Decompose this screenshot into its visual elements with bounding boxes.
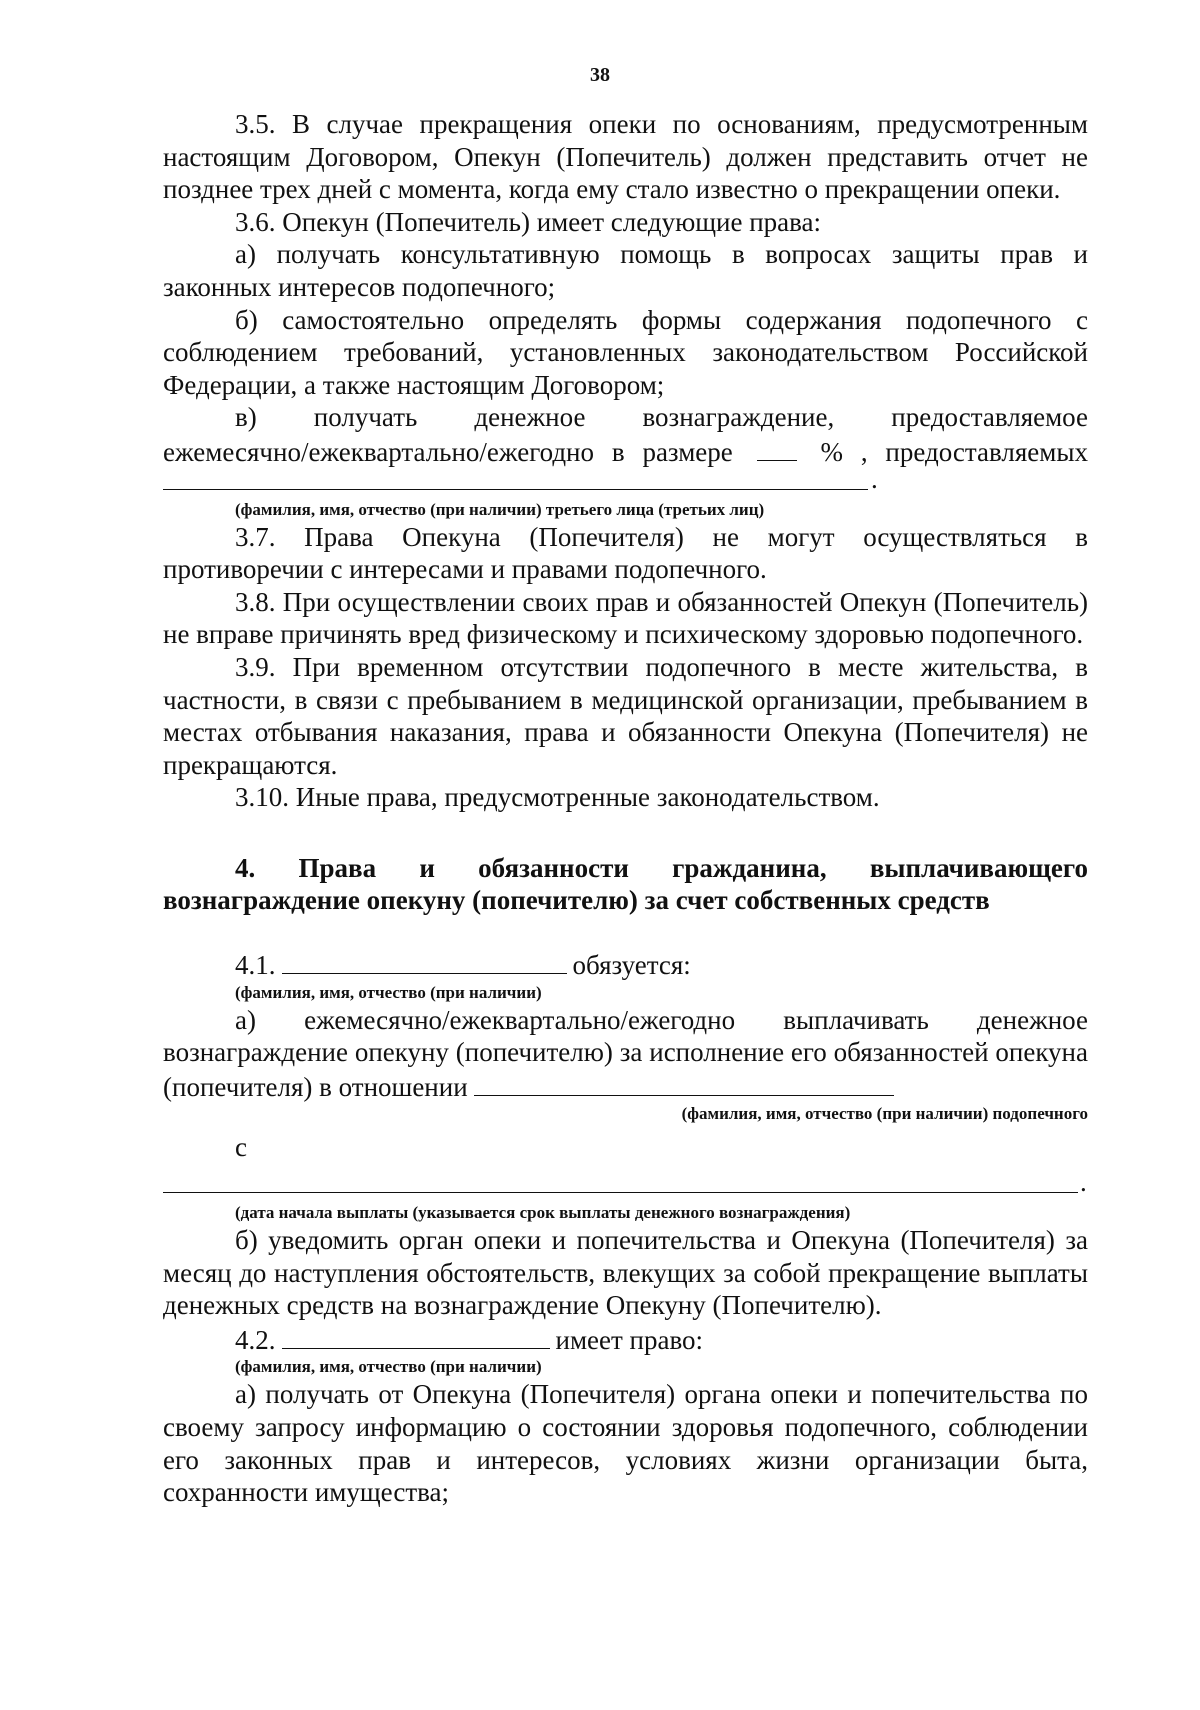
- clause-4-2-a: а) получать от Опекуна (Попечителя) органа опеки и попечительства по своему запросу информацию о состоянии здоровья подопечного, соблюдении его законных прав и интересов, условиях жизни организации быта, сохранности имущества;: [163, 1379, 1088, 1508]
- clause-4-1-tail: обязуется:: [572, 950, 691, 981]
- clause-4-1-a: [163, 1004, 1088, 1104]
- clause-4-1-a-text: а) ежемесячно/ежеквартально/ежегодно выплачивать денежное вознаграждение опекуну (попечителю) за исполнение его обязанностей опекуна (попечителя) в отношении: [163, 1004, 1088, 1102]
- document-body: [163, 108, 1088, 1509]
- caption-fio-1: (фамилия, имя, отчество (при наличии): [235, 982, 542, 1002]
- section-4-heading: 4. Права и обязанности гражданина, выплачивающего вознаграждение опекуну (попечителю) за счет собственных средств: [163, 852, 1088, 916]
- ward-name-blank: [474, 1069, 894, 1096]
- clause-3-5: 3.5. В случае прекращения опеки по основаниям, предусмотренным настоящим Договором, Опекун (Попечитель) должен представить отчет не позднее трех дней с момента, когда ему стало известно о прекращении опеки.: [163, 109, 1088, 205]
- start-date-blank: [163, 1192, 1078, 1193]
- clause-4-2: [163, 1322, 1088, 1357]
- date-line-row: [163, 1167, 1088, 1202]
- caption-third-party: (фамилия, имя, отчество (при наличии) третьего лица (третьих лиц): [235, 499, 765, 519]
- caption-date: (дата начала выплаты (указывается срок выплаты денежного вознаграждения): [235, 1203, 851, 1223]
- clause-3-10: 3.10. Иные права, предусмотренные законодательством.: [235, 782, 880, 813]
- page-number: 38: [590, 64, 610, 86]
- date-period: .: [1080, 1167, 1087, 1198]
- clause-4-1-b: б) уведомить орган опеки и попечительства и Опекуна (Попечителя) за месяц до наступления обстоятельств, влекущих за собой прекращение выплаты денежных средств на вознаграждение Опекуну (Попечителю).: [163, 1225, 1088, 1321]
- third-party-line-row: [163, 463, 1088, 499]
- clause-3-6-v-line2: [163, 434, 1088, 469]
- obligor-name-blank: [282, 947, 567, 974]
- third-party-period: .: [871, 463, 878, 494]
- clause-3-6-b: б) самостоятельно определять формы содержания подопечного с соблюдением требований, установленных законодательством Российской Федерации, а также настоящим Договором;: [163, 304, 1088, 400]
- clause-3-6-v-line1: в) получать денежное вознаграждение, предоставляемое: [235, 402, 1088, 433]
- percent-blank: [757, 434, 797, 461]
- rights-holder-name-blank: [282, 1322, 550, 1349]
- caption-ward: (фамилия, имя, отчество (при наличии) подопечного: [681, 1104, 1088, 1124]
- clause-4-1-a-from: с: [235, 1132, 247, 1163]
- clause-3-6: 3.6. Опекун (Попечитель) имеет следующие права:: [235, 206, 822, 237]
- clause-3-6-a: а) получать консультативную помощь в вопросах защиты прав и законных интересов подопечного;: [163, 239, 1088, 302]
- clause-3-8: 3.8. При осуществлении своих прав и обязанностей Опекун (Попечитель) не вправе причинять вред физическому и психическому здоровью подопечного.: [163, 586, 1088, 650]
- clause-3-7: 3.7. Права Опекуна (Попечителя) не могут осуществляться в противоречии с интересами и правами подопечного.: [163, 521, 1088, 585]
- clause-4-1: [163, 947, 1088, 982]
- clause-3-6-v-pre: ежемесячно/ежеквартально/ежегодно в размере: [163, 436, 733, 467]
- clause-4-1-number: 4.1.: [235, 950, 276, 981]
- clause-3-9: 3.9. При временном отсутствии подопечного в месте жительства, в частности, в связи с пребыванием в медицинской организации, пребыванием в местах отбывания наказания, права и обязанности Опекуна (Попечителя) не прекращаются.: [163, 651, 1088, 780]
- caption-fio-2: (фамилия, имя, отчество (при наличии): [235, 1357, 542, 1377]
- third-party-blank: [163, 489, 868, 490]
- clause-4-2-number: 4.2.: [235, 1324, 276, 1355]
- clause-4-2-tail: имеет право:: [555, 1324, 704, 1355]
- clause-3-6-v-post: % , предоставляемых: [820, 436, 1089, 467]
